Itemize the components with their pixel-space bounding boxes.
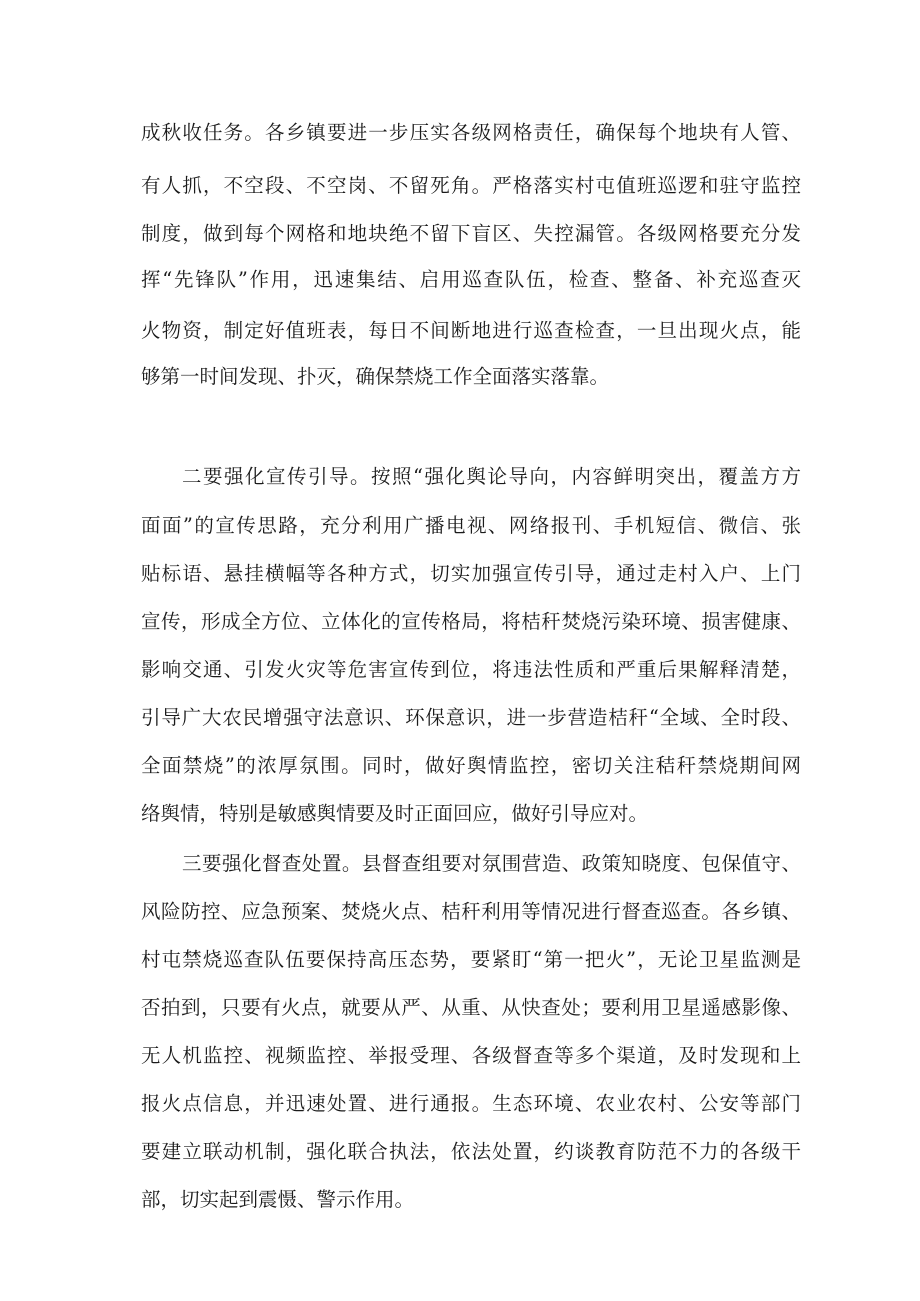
paragraph-2-line-5: 影响交通、引发火灾等危害宣传到位，将违法性质和严重后果解释清楚， [141,658,801,681]
paragraph-3-line-4: 否拍到，只要有火点，就要从严、从重、从快查处；要利用卫星遥感影像、 [141,996,801,1019]
paragraph-2-line-3: 贴标语、悬挂横幅等各种方式，切实加强宣传引导，通过走村入户、上门 [141,562,801,585]
paragraph-3-line-2: 风险防控、应急预案、焚烧火点、桔秆利用等情况进行督查巡查。各乡镇、 [141,900,801,923]
paragraph-2-line-7: 全面禁烧”的浓厚氛围。同时，做好舆情监控，密切关注秸秆禁烧期间网 [141,754,801,777]
paragraph-1-line-2: 有人抓，不空段、不空岗、不留死角。严格落实村屯值班巡逻和驻守监控 [141,174,801,197]
paragraph-2-line-8: 络舆情，特别是敏感舆情要及时正面回应，做好引导应对。 [141,802,649,825]
paragraph-1-line-4: 挥“先锋队”作用，迅速集结、启用巡查队伍，检查、整备、补充巡查灭 [141,268,801,291]
paragraph-1-line-1: 成秋收任务。各乡镇要进一步压实各级网格责任，确保每个地块有人管、 [141,121,801,144]
paragraph-3-line-6: 报火点信息，并迅速处置、进行通报。生态环境、农业农村、公安等部门 [141,1092,801,1115]
paragraph-3-line-3: 村屯禁烧巡查队伍要保持高压态势，要紧盯“第一把火”，无论卫星监测是 [141,948,801,971]
paragraph-1-line-5: 火物资，制定好值班表，每日不间断地进行巡查检查，一旦出现火点，能 [141,319,801,342]
paragraph-3-line-5: 无人机监控、视频监控、举报受理、各级督查等多个渠道，及时发现和上 [141,1044,801,1067]
paragraph-2-line-6: 引导广大农民增强守法意识、环保意识，进一步营造桔秆“全域、全时段、 [141,706,801,729]
paragraph-1-line-6: 够第一时间发现、扑灭，确保禁烧工作全面落实落靠。 [141,365,610,388]
paragraph-3-line-1: 三要强化督查处置。县督查组要对氛围营造、政策知晓度、包保值守、 [182,852,801,875]
paragraph-3-line-7: 要建立联动机制，强化联合执法，依法处置，约谈教育防范不力的各级干 [141,1140,801,1163]
paragraph-1-line-3: 制度，做到每个网格和地块绝不留下盲区、失控漏管。各级网格要充分发 [141,222,801,245]
paragraph-2-line-2: 面面”的宣传思路，充分利用广播电视、网络报刊、手机短信、微信、张 [141,514,801,537]
paragraph-3-line-8: 部，切实起到震慑、警示作用。 [141,1188,415,1211]
paragraph-2-line-4: 宣传，形成全方位、立体化的宣传格局，将桔秆焚烧污染环境、损害健康、 [141,610,801,633]
paragraph-2-line-1: 二要强化宣传引导。按照“强化舆论导向，内容鲜明突出，覆盖方方 [182,465,801,488]
